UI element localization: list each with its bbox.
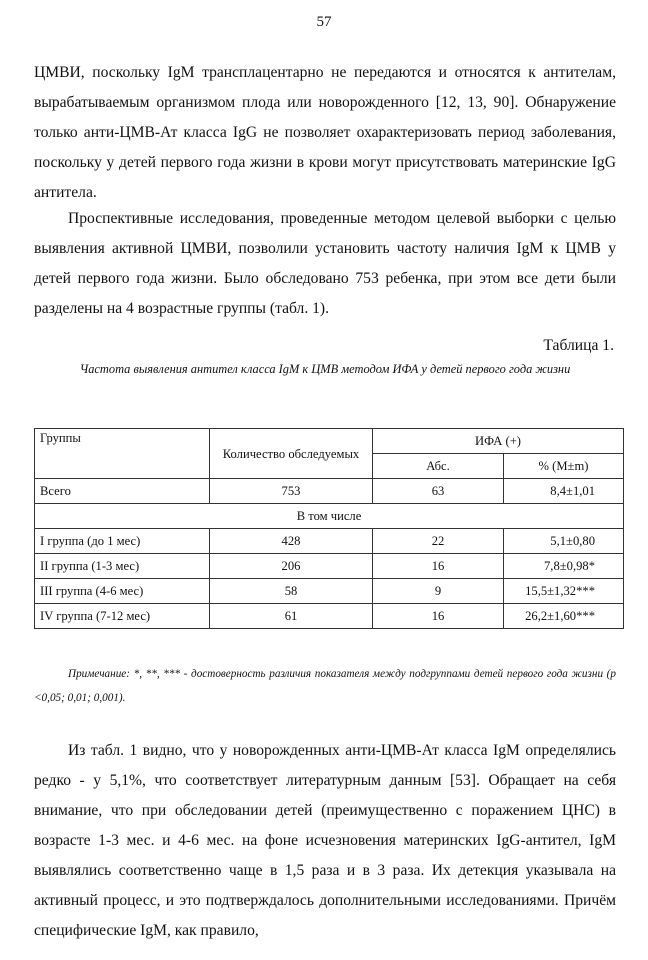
table-label: Таблица 1. [543,337,614,354]
cell-group: I группа (до 1 мес) [35,529,210,554]
table-row-total [35,479,624,504]
paragraph-1: ЦМВИ, поскольку IgM трансплацентарно не передаются и относятся к антителам, вырабатываемым организмом плода или новорожденного [12, 13, 90]. Обнаружение только анти-ЦМВ-Ат класса IgG не позволяет охарактеризовать период заболевания, поскольку у детей первого года жизни в крови могут присутствовать материнские IgG антитела. [34,64,616,201]
table-row-subheader [35,504,624,529]
cell-subheader: В том числе [35,504,624,529]
cell-count: 206 [210,554,373,579]
cell-count: 61 [210,604,373,629]
header-ifa: ИФА (+) [373,429,624,454]
header-count: Количество обследуемых [210,429,373,479]
cell-abs: 63 [373,479,504,504]
table-header-row [35,429,624,454]
table-row [35,554,624,579]
table-note: Примечание: *, **, *** - достоверность различия показателя между подгруппами детей первого года жизни (р <0,05; 0,01; 0,001). [34,668,616,704]
cell-abs: 16 [373,554,504,579]
cell-pct: 5,1±0,80 [504,529,624,554]
header-abs: Абс. [373,454,504,479]
cell-count: 428 [210,529,373,554]
table-row [35,579,624,604]
cell-count: 753 [210,479,373,504]
table-row [35,529,624,554]
cell-pct: 26,2±1,60*** [504,604,624,629]
cell-count: 58 [210,579,373,604]
cell-abs: 9 [373,579,504,604]
header-pct: % (M±m) [504,454,624,479]
cell-group: II группа (1-3 мес) [35,554,210,579]
cell-pct: 7,8±0,98* [504,554,624,579]
page-number: 57 [316,14,332,30]
paragraph-2: Проспективные исследования, проведенные методом целевой выборки с целью выявления активной ЦМВИ, позволили установить частоту наличия IgM к ЦМВ у детей первого года жизни. Было обследовано 753 ребенка, при этом все дети были разделены на 4 возрастные группы (табл. 1). [34,210,616,317]
table-row [35,604,624,629]
data-table [34,428,624,629]
table-caption: Частота выявления антител класса IgM к ЦМВ методом ИФА у детей первого года жизни [79,362,571,376]
cell-abs: 22 [373,529,504,554]
cell-pct: 8,4±1,01 [504,479,624,504]
cell-pct: 15,5±1,32*** [504,579,624,604]
header-groups: Группы [35,429,210,479]
cell-group: Всего [35,479,210,504]
cell-abs: 16 [373,604,504,629]
paragraph-3: Из табл. 1 видно, что у новорожденных анти-ЦМВ-Ат класса IgM определялись редко - у 5,1%, что соответствует литературным данным [53]. Обращает на себя внимание, что при обследовании детей (преимущественно с поражением ЦНС) в возрасте 1-3 мес. и 4-6 мес. на фоне исчезновения материнских IgG-антител, IgM выявлялись соответственно чаще в 1,5 раза и в 3 раза. Их детекция указывала на активный процесс, и это подтверждалось дополнительными исследованиями. Причём специфические IgM, как правило, [34,742,616,939]
cell-group: IV группа (7-12 мес) [35,604,210,629]
cell-group: III группа (4-6 мес) [35,579,210,604]
